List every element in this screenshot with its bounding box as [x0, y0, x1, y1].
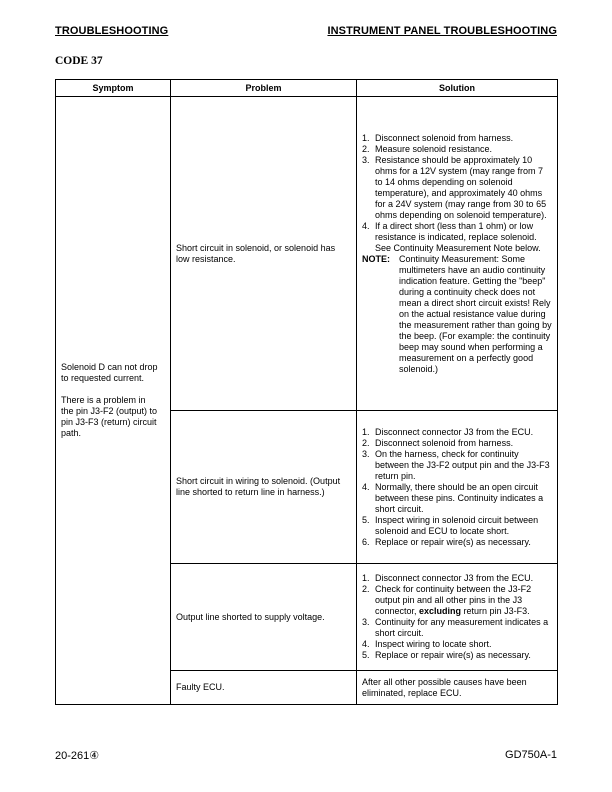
header-section-title: TROUBLESHOOTING	[55, 25, 169, 37]
step-text: On the harness, check for continuity between the J3-F2 output pin and the J3-F3 return pin.	[375, 448, 550, 481]
step-text-pre: Check for continuity between the J3-F2 output pin and all other pins in the J3 connector,	[375, 584, 532, 616]
problem-cell: Output line shorted to supply voltage.	[171, 564, 357, 671]
symptom-line: path.	[61, 428, 82, 438]
step-text: Resistance should be approximately 10 ohms for a 12V system (may range from 7 to 14 ohms depending on solenoid temperature), and approximately 40 ohms for a 24V system (may range from 30 to 65 ohms depending on solenoid temperature).	[375, 154, 547, 220]
code-title: CODE 37	[55, 55, 103, 67]
step-text: Replace or repair wire(s) as necessary.	[375, 650, 531, 660]
solution-cell	[357, 97, 558, 411]
symptom-spacer	[61, 384, 165, 395]
table-header-row	[56, 80, 558, 97]
step-text: Disconnect connector J3 from the ECU.	[375, 426, 534, 437]
model-number: GD750A-1	[505, 749, 557, 761]
step-number: 3.	[362, 448, 370, 459]
symptom-line: Solenoid D can not drop	[61, 362, 158, 372]
solution-step	[362, 639, 552, 650]
step-text: If a direct short (less than 1 ohm) or low resistance is indicated, replace solenoid. See Continuity Measurement Note below.	[375, 220, 541, 253]
step-text: Measure solenoid resistance.	[375, 143, 493, 154]
solution-step	[362, 537, 552, 548]
step-number: 2.	[362, 437, 370, 448]
solution-cell	[357, 564, 558, 671]
solution-step	[362, 584, 552, 617]
solution-step	[362, 482, 552, 515]
column-header-problem: Problem	[171, 80, 357, 97]
solution-step	[362, 573, 552, 584]
step-text: Disconnect connector J3 from the ECU.	[375, 573, 534, 583]
solution-step	[362, 133, 552, 144]
step-number: 5.	[362, 650, 370, 660]
solution-steps	[362, 573, 552, 661]
solution-step	[362, 438, 552, 449]
solution-step	[362, 155, 552, 221]
step-number: 3.	[362, 154, 370, 165]
step-number: 2.	[362, 584, 370, 594]
problem-cell: Short circuit in solenoid, or solenoid has low resistance.	[171, 97, 357, 411]
page-header	[55, 25, 557, 40]
column-header-symptom: Symptom	[56, 80, 171, 97]
step-number: 1.	[362, 132, 370, 143]
problem-cell: Short circuit in wiring to solenoid. (Output line shorted to return line in harness.)	[171, 411, 357, 564]
step-text-post: return pin J3-F3.	[461, 606, 530, 616]
solution-step	[362, 221, 552, 254]
step-number: 1.	[362, 573, 370, 583]
step-number: 4.	[362, 481, 370, 492]
symptom-line: There is a problem in	[61, 395, 146, 405]
step-number: 4.	[362, 220, 370, 231]
table-row	[56, 97, 558, 411]
step-number: 2.	[362, 143, 370, 154]
solution-step	[362, 449, 552, 482]
column-header-solution: Solution	[357, 80, 558, 97]
solution-step	[362, 427, 552, 438]
solution-steps	[362, 427, 552, 548]
problem-cell: Faulty ECU.	[171, 671, 357, 705]
note-text: Continuity Measurement: Some multimeters have an audio continuity indication feature. Getting the "beep" during a continuity check does not mean a direct short circuit exists! Rely on the actual resistance value during the measurement rather than going by the beep. (For example: the continuity beep may sound when performing a measurement on a perfectly good solenoid.)	[399, 253, 552, 374]
continuity-note	[362, 254, 552, 375]
step-text: Disconnect solenoid from harness.	[375, 132, 514, 143]
note-label: NOTE:	[362, 253, 390, 264]
step-number: 6.	[362, 536, 370, 547]
step-text: Inspect wiring to locate short.	[375, 639, 492, 649]
solution-step	[362, 144, 552, 155]
troubleshooting-table	[55, 79, 558, 705]
step-number: 1.	[362, 426, 370, 437]
symptom-cell	[56, 97, 171, 705]
step-number: 3.	[362, 617, 370, 627]
symptom-line: to requested current.	[61, 373, 145, 383]
solution-steps	[362, 133, 552, 254]
step-text: Disconnect solenoid from harness.	[375, 437, 514, 448]
header-chapter-title: INSTRUMENT PANEL TROUBLESHOOTING	[327, 25, 557, 37]
solution-step	[362, 515, 552, 537]
solution-step	[362, 617, 552, 639]
step-text: Inspect wiring in solenoid circuit between solenoid and ECU to locate short.	[375, 514, 539, 536]
step-text: Normally, there should be an open circuit between these pins. Continuity indicates a short circuit.	[375, 481, 544, 514]
step-number: 5.	[362, 514, 370, 525]
step-text-emphasis: excluding	[419, 606, 462, 616]
step-text: Replace or repair wire(s) as necessary.	[375, 536, 531, 547]
solution-cell	[357, 411, 558, 564]
solution-step	[362, 650, 552, 661]
step-number: 4.	[362, 639, 370, 649]
symptom-line: pin J3-F3 (return) circuit	[61, 417, 157, 427]
page-number: 20-261④	[55, 750, 100, 762]
symptom-line: the pin J3-F2 (output) to	[61, 406, 158, 416]
step-text: Continuity for any measurement indicates a short circuit.	[375, 617, 549, 638]
solution-cell: After all other possible causes have been eliminated, replace ECU.	[357, 671, 558, 705]
